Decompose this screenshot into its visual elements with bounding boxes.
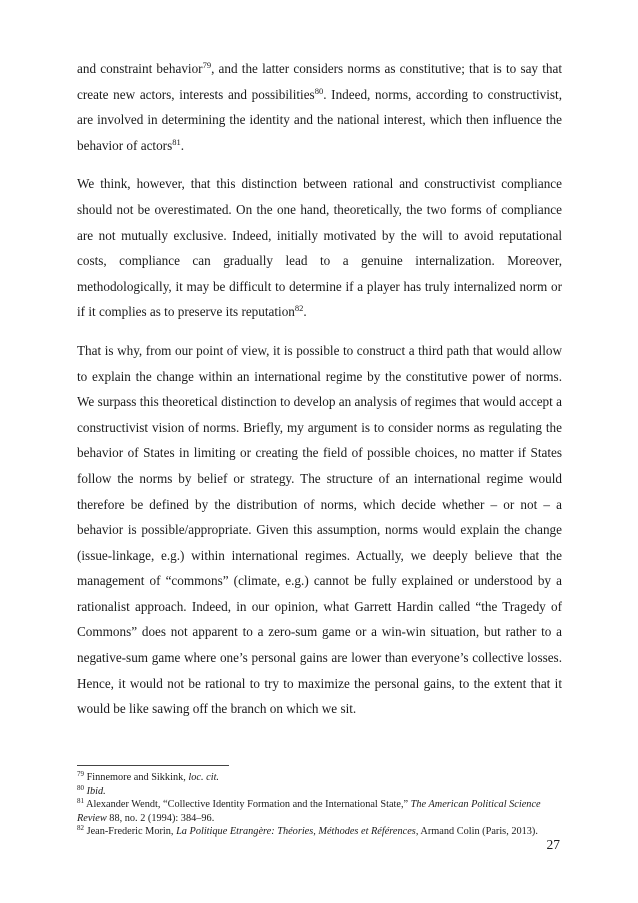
paragraph-1-part-d: .: [180, 137, 185, 153]
page-number: 27: [546, 837, 560, 852]
footnote-text: Jean-Frederic Morin,: [84, 826, 177, 837]
paragraph-1-part-a: and constraint behavior: [77, 61, 203, 76]
footnote-italic: Ibid.: [86, 785, 106, 797]
footnote-separator: [77, 765, 229, 766]
footnote-82: [77, 825, 562, 839]
footnote-number: 79: [77, 770, 84, 778]
footnote-number: 82: [77, 824, 84, 832]
paragraph-2: [77, 171, 562, 325]
footnotes: [77, 771, 562, 839]
footnote-ref-80[interactable]: 80: [314, 85, 324, 96]
footnote-italic: La Politique Etrangère: Théories, Méthodes et Références: [176, 826, 416, 837]
footnote-rest: 88, no. 2 (1994): 384–96.: [106, 812, 215, 824]
paragraph-1-part-c: . Indeed, norms, according to constructivist, are involved in determining the identity and the national interest, which then influence the behavior of actors: [77, 86, 562, 153]
footnote-rest: , Armand Colin (Paris, 2013).: [415, 826, 538, 837]
footnote-italic: loc. cit.: [188, 772, 220, 783]
paragraph-1: [77, 56, 562, 158]
footnote-number: 81: [77, 797, 84, 805]
paragraph-2-part-a: We think, however, that this distinction between rational and constructivist compliance should not be overestimated. On the one hand, theoretically, the two forms of compliance are not mutually exclusive. Indeed, initially motivated by the will to avoid reputational costs, compliance can gradually lead to a genuine internalization. Moreover, methodologically, it may be difficult to determine if a player has truly internalized norm or if it complies as to preserve its reputation: [77, 176, 562, 320]
paragraph-1-part-b: , and the latter considers norms as constitutive; that is to say that create new actors, interests and possibilities: [77, 61, 562, 102]
footnote-ref-82[interactable]: 82: [294, 303, 304, 314]
footnote-text: Finnemore and Sikkink,: [84, 772, 189, 783]
footnote-81: [77, 798, 562, 825]
footnote-79: [77, 771, 562, 785]
footnote-italic: The American Political Science Review: [77, 799, 541, 824]
footnote-ref-79[interactable]: 79: [202, 60, 212, 70]
footnote-80: [77, 785, 562, 799]
footnote-number: 80: [77, 783, 84, 792]
footnote-ref-81[interactable]: 81: [172, 136, 181, 147]
body-text: [77, 56, 562, 735]
footnote-text: Alexander Wendt, “Collective Identity Formation and the International State,”: [84, 799, 411, 810]
paragraph-2-part-b: .: [303, 304, 307, 320]
paragraph-3: That is why, from our point of view, it is possible to construct a third path that would allow to explain the change within an international regime by the constitutive power of norms. We surpass this theoretical distinction to develop an analysis of regimes that would accept a constructivist vision of norms. Briefly, my argument is to consider norms as regulating the behavior of States in limiting or creating the field of possible choices, no matter if States follow the norms by belief or strategy. The structure of an international regime would therefore be defined by the distribution of norms, which decide whether – or not – a behavior is possible/appropriate. Given this assumption, norms would explain the change (issue-linkage, e.g.) within international regimes. Actually, we deeply believe that the management of “commons” (climate, e.g.) cannot be fully explained or understood by a rationalist approach. Indeed, in our opinion, what Garrett Hardin called “the Tragedy of Commons” does not apparent to a zero-sum game or a win-win situation, but rather to a negative-sum game where one’s personal gains are lower than everyone’s collective losses. Hence, it would not be rational to try to maximize the personal gains, to the extent that it would be like sawing off the branch on which we sit.: [77, 342, 562, 717]
